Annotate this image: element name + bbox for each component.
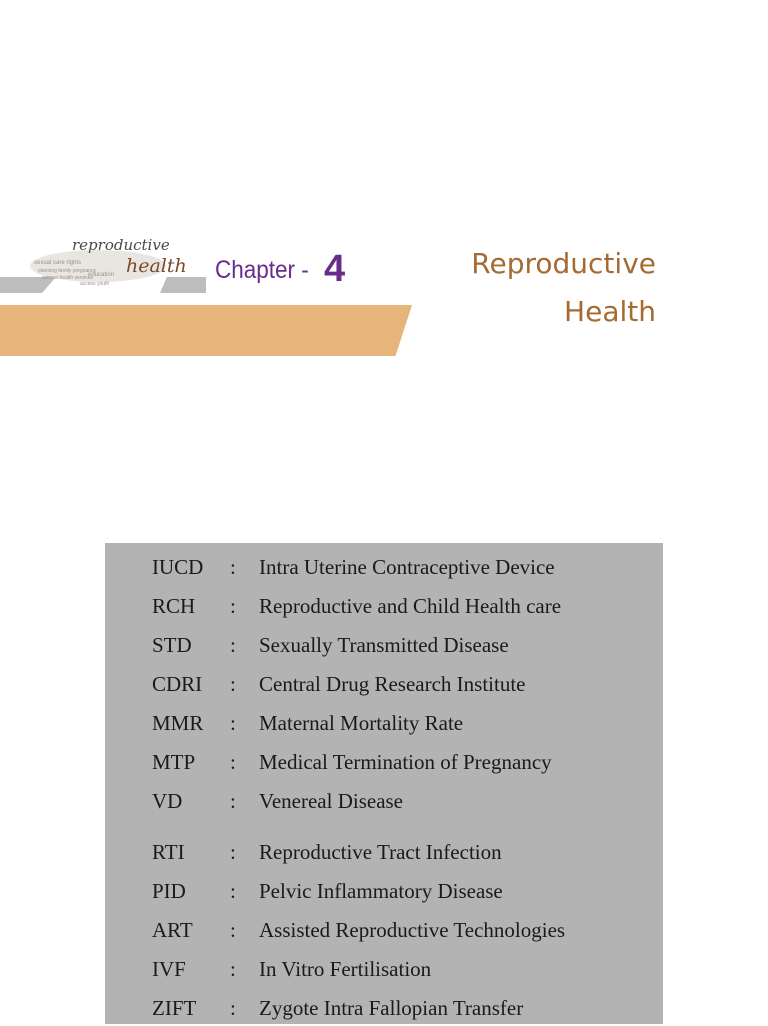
abbreviation-expansion: Pelvic Inflammatory Disease [259,879,503,903]
abbreviation-separator: : [230,672,236,696]
abbreviation-separator: : [230,750,236,774]
svg-text:access youth: access youth [80,281,110,287]
abbreviation-row [105,789,663,819]
abbreviation-expansion: Reproductive and Child Health care [259,594,562,618]
abbreviation-row [105,840,663,870]
chapter-number: 4 [324,248,346,290]
abbreviation-expansion: Intra Uterine Contraceptive Device [259,555,555,579]
abbreviation-code: CDRI [152,672,203,696]
abbreviation-expansion: Central Drug Research Institute [259,672,526,696]
abbreviation-row [105,918,663,948]
abbreviation-separator: : [230,840,236,864]
abbreviation-code: PID [152,879,186,903]
header-tan-band [0,305,412,356]
abbreviation-code: ART [152,918,193,942]
abbreviation-expansion: In Vitro Fertilisation [259,957,432,981]
abbreviation-row [105,750,663,780]
abbreviation-separator: : [230,996,236,1020]
abbreviation-separator: : [230,957,236,981]
abbreviation-code: IUCD [152,555,204,579]
abbreviation-row [105,711,663,741]
abbreviation-expansion: Maternal Mortality Rate [259,711,464,735]
abbreviation-row [105,594,663,624]
abbreviation-code: MTP [152,750,196,774]
abbreviations-panel [105,543,663,1024]
abbreviation-expansion: Assisted Reproductive Technologies [259,918,566,942]
abbreviation-separator: : [230,789,236,813]
abbreviation-code: ZIFT [152,996,197,1020]
abbreviation-code: VD [152,789,183,813]
abbreviation-separator: : [230,633,236,657]
abbreviation-row [105,555,663,585]
logo-word-health: health [126,255,187,277]
abbreviation-code: IVF [152,957,186,981]
abbreviation-code: STD [152,633,192,657]
abbreviation-expansion: Reproductive Tract Infection [259,840,502,864]
abbreviation-row [105,672,663,702]
chapter-title-line-2: Health [564,295,656,328]
abbreviation-separator: : [230,555,236,579]
abbreviation-separator: : [230,879,236,903]
logo-word-reproductive: reproductive [72,236,170,254]
abbreviation-separator: : [230,918,236,942]
abbreviation-expansion: Venereal Disease [259,789,404,813]
svg-text:planning family pregnancy: planning family pregnancy [38,268,97,274]
svg-text:sexual care rights: sexual care rights [34,260,82,266]
chapter-word: Chapter - [215,256,309,284]
abbreviation-expansion: Sexually Transmitted Disease [259,633,509,657]
abbreviation-expansion: Zygote Intra Fallopian Transfer [259,996,524,1020]
abbreviation-code: MMR [152,711,204,735]
abbreviation-row [105,957,663,987]
abbreviation-expansion: Medical Termination of Pregnancy [259,750,552,774]
abbreviation-row [105,879,663,909]
reproductive-health-word-cloud-logo [28,228,188,292]
abbreviation-row [105,633,663,663]
abbreviation-separator: : [230,594,236,618]
svg-text:education: education [88,272,115,278]
abbreviation-row [105,996,663,1026]
abbreviation-code: RCH [152,594,196,618]
chapter-label [215,248,346,290]
abbreviation-code: RTI [152,840,185,864]
abbreviation-separator: : [230,711,236,735]
svg-text:women health services: women health services [42,275,93,281]
chapter-title-line-1: Reproductive [471,247,656,280]
